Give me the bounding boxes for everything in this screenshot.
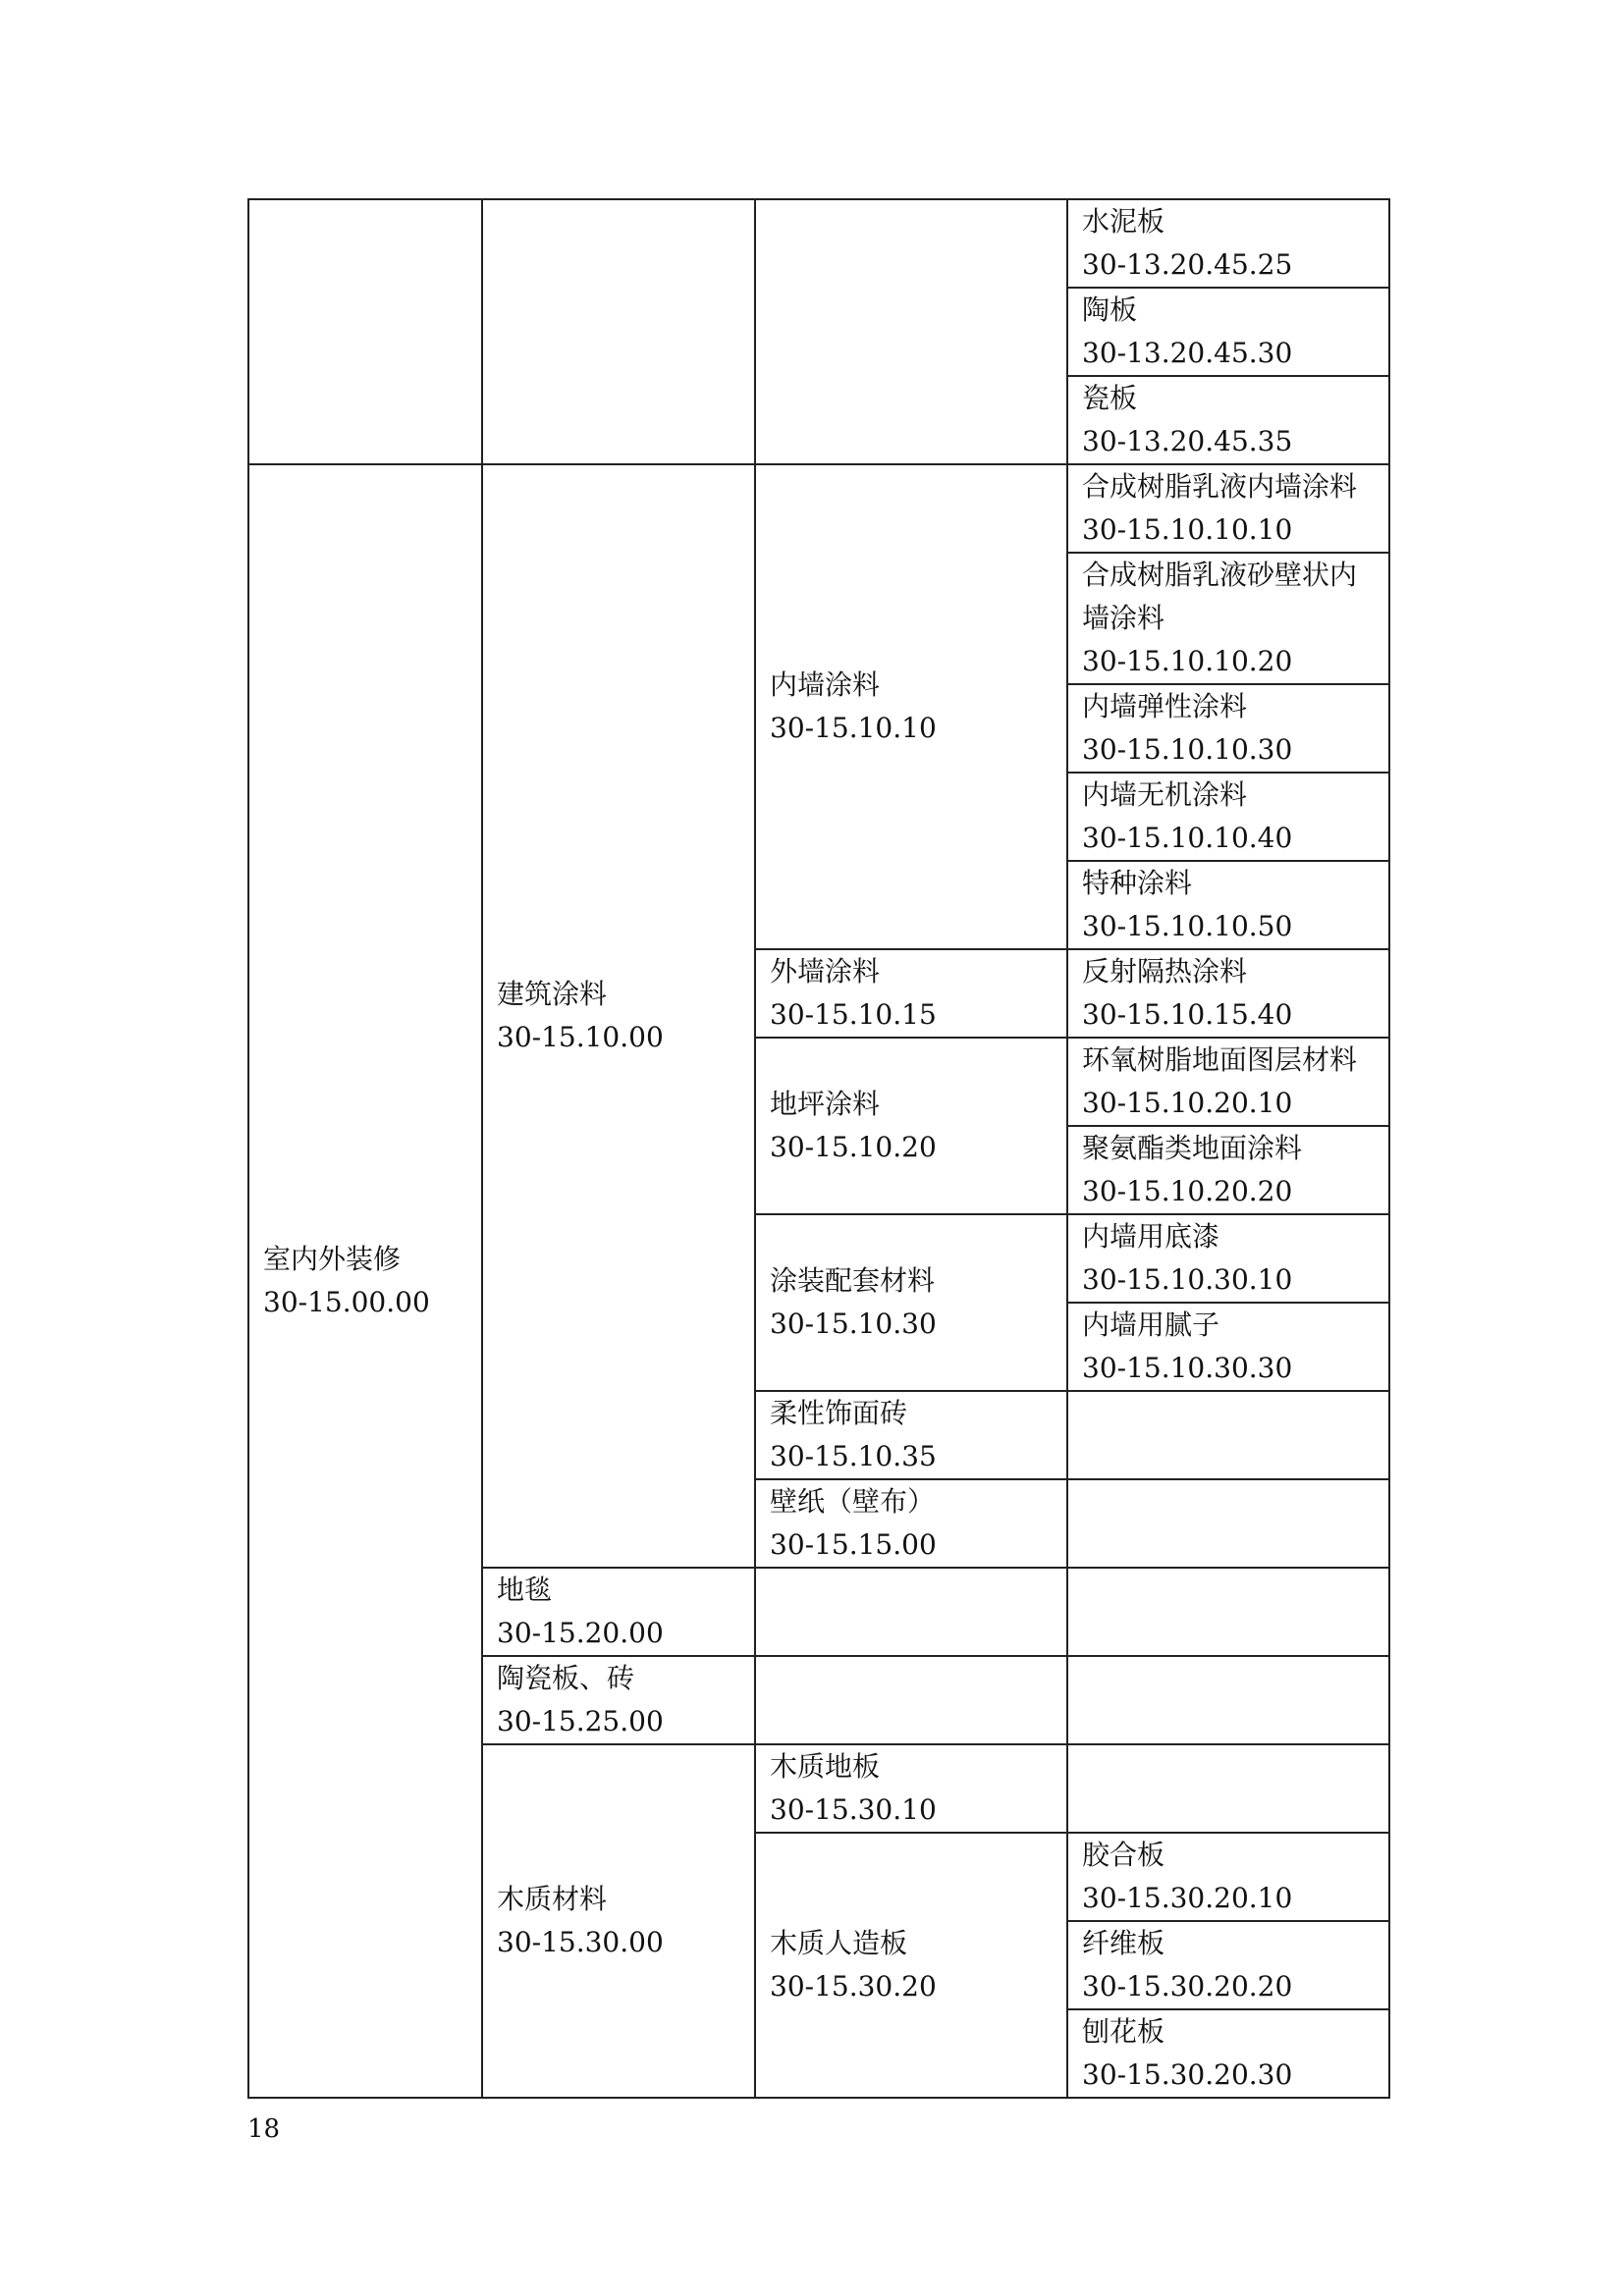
level4-cell: [1067, 1833, 1389, 1921]
category-name: 涂装配套材料: [770, 1264, 936, 1297]
empty-cell: [1067, 1479, 1389, 1568]
level4-cell: [1067, 949, 1389, 1038]
category-code: 30-15.30.20: [770, 1970, 937, 2002]
empty-cell: [1067, 1744, 1389, 1833]
level3-cell: [755, 1214, 1067, 1391]
level2-cell: [482, 1744, 755, 2098]
category-name: 柔性饰面砖: [770, 1397, 908, 1429]
category-code: 30-15.10.10: [770, 712, 937, 744]
level3-cell: [755, 464, 1067, 949]
level4-cell: [1067, 1126, 1389, 1214]
category-code: 30-15.30.20.20: [1082, 1970, 1293, 2002]
category-name: 内墙用底漆: [1082, 1220, 1220, 1253]
category-code: 30-15.30.00: [497, 1926, 664, 1958]
category-code: 30-15.25.00: [497, 1705, 664, 1737]
category-name: 陶瓷板、砖: [497, 1662, 635, 1694]
level2-cell: [755, 1479, 1067, 1568]
category-code: 30-15.10.30: [770, 1308, 937, 1340]
level3-cell: [755, 949, 1067, 1038]
category-name: 内墙涂料: [770, 668, 881, 701]
category-name: 胶合板: [1082, 1839, 1165, 1871]
level4-cell: [1067, 1303, 1389, 1391]
category-code: 30-15.00.00: [263, 1286, 430, 1318]
category-name: 纤维板: [1082, 1927, 1165, 1959]
empty-cell: [1067, 1656, 1389, 1744]
category-name: 木质人造板: [770, 1927, 908, 1959]
category-name: 地毯: [497, 1574, 553, 1606]
category-code: 30-15.10.35: [770, 1440, 937, 1472]
table-row: [248, 199, 1389, 288]
category-name: 刨花板: [1082, 2015, 1165, 2048]
empty-cell: [482, 199, 755, 464]
category-name: 合成树脂乳液内墙涂料: [1082, 470, 1358, 503]
category-code: 30-15.30.10: [770, 1793, 937, 1826]
category-code: 30-15.10.20.10: [1082, 1087, 1293, 1119]
level3-cell: [755, 1744, 1067, 1833]
level1-cell: [248, 464, 482, 2098]
category-code: 30-15.10.10.10: [1082, 513, 1293, 546]
category-name: 内墙弹性涂料: [1082, 690, 1248, 722]
level2-cell: [482, 464, 755, 1568]
category-name: 内墙无机涂料: [1082, 778, 1248, 811]
level3-cell: [755, 1391, 1067, 1479]
category-code: 30-15.10.30.10: [1082, 1263, 1293, 1296]
category-name: 建筑涂料: [497, 978, 608, 1010]
category-name: 环氧树脂地面图层材料: [1082, 1043, 1358, 1076]
category-code: 30-15.30.20.30: [1082, 2058, 1293, 2091]
empty-cell: [1067, 1568, 1389, 1656]
classification-table: [247, 198, 1390, 2099]
level4-cell: [1067, 288, 1389, 376]
level4-cell: [1067, 2009, 1389, 2098]
category-name: 聚氨酯类地面涂料: [1082, 1132, 1303, 1164]
level4-cell: [1067, 1214, 1389, 1303]
level2-cell: [482, 1656, 755, 1744]
level4-cell: [1067, 861, 1389, 949]
level4-cell: [1067, 773, 1389, 861]
category-name: 地坪涂料: [770, 1088, 881, 1120]
level3-cell: [755, 1833, 1067, 2098]
category-code: 30-15.20.00: [497, 1617, 664, 1649]
level4-cell: [1067, 199, 1389, 288]
category-code: 30-15.30.20.10: [1082, 1882, 1293, 1914]
category-code: 30-15.10.10.40: [1082, 822, 1293, 854]
empty-cell: [755, 1568, 1067, 1656]
category-code: 30-15.10.00: [497, 1021, 664, 1053]
category-name: 水泥板: [1082, 205, 1165, 238]
category-code: 30-15.15.00: [770, 1528, 937, 1561]
category-name: 陶板: [1082, 294, 1138, 326]
category-code: 30-13.20.45.30: [1082, 337, 1293, 369]
category-name: 壁纸（壁布）: [770, 1485, 936, 1518]
level4-cell: [1067, 684, 1389, 773]
category-name: 外墙涂料: [770, 955, 881, 988]
level4-cell: [1067, 1038, 1389, 1126]
category-name: 反射隔热涂料: [1082, 955, 1248, 988]
category-name: 木质地板: [770, 1750, 881, 1783]
category-name: 木质材料: [497, 1883, 608, 1915]
page-number: 18: [247, 2114, 281, 2144]
category-code: 30-15.10.15.40: [1082, 998, 1293, 1031]
category-name: 合成树脂乳液砂壁状内: [1082, 559, 1358, 591]
level4-cell: [1067, 376, 1389, 464]
empty-cell: [755, 199, 1067, 464]
category-name: 内墙用腻子: [1082, 1308, 1220, 1341]
category-code: 30-15.10.20.20: [1082, 1175, 1293, 1207]
table-row: [248, 464, 1389, 553]
category-name: 特种涂料: [1082, 867, 1193, 899]
category-code: 30-13.20.45.25: [1082, 248, 1293, 281]
level3-cell: [755, 1038, 1067, 1214]
empty-cell: [755, 1656, 1067, 1744]
empty-cell: [1067, 1391, 1389, 1479]
level2-cell: [482, 1568, 755, 1656]
category-code: 30-15.10.30.30: [1082, 1352, 1293, 1384]
category-code: 30-15.10.10.50: [1082, 910, 1293, 942]
empty-cell: [248, 199, 482, 464]
level4-cell: [1067, 464, 1389, 553]
category-name: 瓷板: [1082, 382, 1138, 414]
category-code: 30-15.10.20: [770, 1131, 937, 1163]
category-code: 30-13.20.45.35: [1082, 425, 1293, 457]
category-code: 30-15.10.15: [770, 998, 937, 1031]
level4-cell: [1067, 553, 1389, 684]
category-name: 室内外装修: [263, 1243, 402, 1275]
category-name-continued: 墙涂料: [1082, 602, 1165, 634]
level4-cell: [1067, 1921, 1389, 2009]
category-code: 30-15.10.10.30: [1082, 733, 1293, 766]
category-code: 30-15.10.10.20: [1082, 645, 1293, 677]
